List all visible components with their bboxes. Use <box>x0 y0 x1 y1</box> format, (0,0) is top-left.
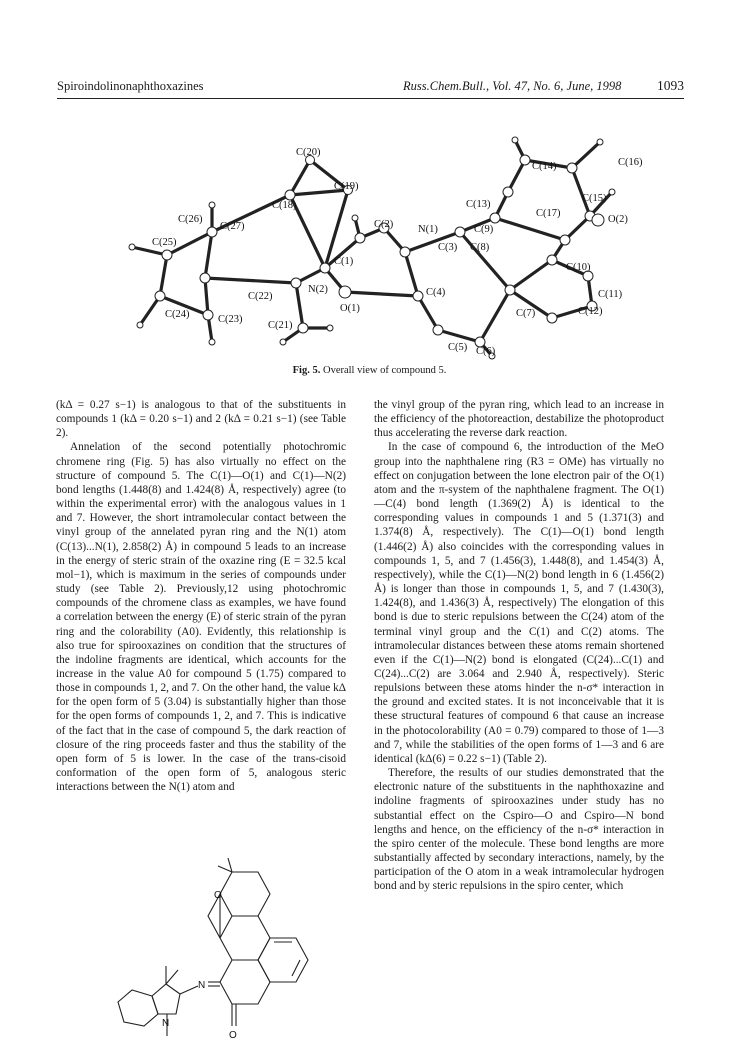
paragraph: Annelation of the second potentially photochromic chromene ring (Fig. 5) has also virtually no effect on the structure of compound 5. The C(1)—O(1) and C(1)—N(2) bond lengths (1.448(8) and 1.424(8) Å, respectively) agree (to within the experimental error) with the analogous values in 1 and 7. However, the short intramolecular contact between the vinyl group of the annelated pyran ring and the N(1) atom (C(13)...N(1), 2.858(2) Å) in compound 5 leads to an increase in the energy of steric strain of the oxazine ring (E = 32.5 kcal mol−1), which is maximum in the series of compounds under study (see Table 2). Previously,12 using photochromic compounds of the chromene class as examples, we have found a correlation between the energy (E) of steric strain of the pyran ring and the colorability (A0). Evidently, this relationship is also true for spirooxazines on condition that the structures of the indoline fragments are identical, which accounts for the increase in the value A0 for compound 5 (1.75) compared to those in compounds 1, 2, and 7. On the other hand, the value kΔ for the open form of 5 (3.04) is substantially higher than those for the open forms of compounds 1, 2, and 7. This is indicative of the fact that in the case of compound 5, the dark reaction of closure of the ring proceeds faster and thus the stability of the open form of 5 is lower. In the case of the trans-cisoid conformation of the open form of 5, analogous steric interactions between the N(1) atom and <box>56 441 346 794</box>
atom-label: C(17) <box>536 208 561 219</box>
indoline-n-label: N <box>162 1018 170 1029</box>
caption-label: Fig. 5. <box>292 365 321 376</box>
caption-text: Overall view of compound 5. <box>322 365 447 376</box>
atom-label: C(23) <box>218 314 243 325</box>
bonds <box>132 140 612 356</box>
atom-label: C(25) <box>152 237 177 248</box>
atom-label: C(16) <box>618 157 643 168</box>
left-text-column <box>56 398 346 794</box>
imine-n-label: N <box>198 980 206 991</box>
running-header <box>57 74 684 99</box>
atom-label: O(1) <box>340 303 360 314</box>
atom-label: O(2) <box>608 214 628 225</box>
atom-label: C(6) <box>476 346 496 357</box>
paragraph: Therefore, the results of our studies demonstrated that the electronic nature of the substituents in the naphthoxazine and indoline fragments of spirooxazines under study has no substantial effect on the Cspiro—O and Cspiro—N bond lengths and hence, on the efficiency of the n-σ* interaction in the spiro center of the molecule. These bond lengths are more substantially affected by secondary interactions, namely, by the participation of the O atom in a weak intramolecular hydrogen bond and by steric repulsions in the spiro center, which <box>374 767 664 893</box>
atom-label: C(19) <box>334 181 359 192</box>
atom-label: C(13) <box>466 199 491 210</box>
atom-label: C(21) <box>268 320 293 331</box>
right-text-column <box>374 398 664 893</box>
atom-label: C(4) <box>426 287 446 298</box>
structure-bonds <box>118 858 308 1036</box>
atom-label: C(7) <box>516 308 536 319</box>
atom-label: C(9) <box>474 224 494 235</box>
atom-label: C(3) <box>438 242 458 253</box>
paragraph: the vinyl group of the pyran ring, which lead to an increase in the efficiency of the photoreaction, destabilize the photoproduct thus accelerating the reverse dark reaction. <box>374 399 664 440</box>
atom-label: C(14) <box>532 161 557 172</box>
running-title: Spiroindolinonaphthoxazines <box>57 79 204 93</box>
atom-label: C(24) <box>165 309 190 320</box>
molecular-structure-figure <box>120 120 643 360</box>
atom-label: C(11) <box>598 289 623 300</box>
atom-label: N(1) <box>418 224 438 235</box>
atom-label: C(12) <box>578 306 603 317</box>
atom-label: C(10) <box>566 262 591 273</box>
figure-caption <box>0 365 739 376</box>
paragraph: (kΔ = 0.27 s−1) is analogous to that of the substituents in compounds 1 (kΔ = 0.20 s−1) and 2 (kΔ = 0.21 s−1) (see Table 2). <box>56 399 346 440</box>
molecule-drawing <box>120 120 643 360</box>
atom-labels <box>152 147 643 357</box>
atom-label: C(22) <box>248 291 273 302</box>
atom-label: C(26) <box>178 214 203 225</box>
atom-label: C(2) <box>374 219 394 230</box>
atom-label: C(5) <box>448 342 468 353</box>
atom-label: C(8) <box>470 242 490 253</box>
atom-label: C(20) <box>296 147 321 158</box>
atom-label: C(27) <box>220 221 245 232</box>
structure-svg <box>162 866 370 1048</box>
journal-citation: Russ.Chem.Bull., Vol. 47, No. 6, June, 1998 <box>403 79 622 93</box>
pyran-o-label: O <box>214 890 222 901</box>
atom-label: C(15) <box>582 193 607 204</box>
carbonyl-o-label: O <box>229 1030 237 1041</box>
atom-label: C(18) <box>272 200 297 211</box>
chemical-structure-drawing <box>162 866 370 1048</box>
atom-label: N(2) <box>308 284 328 295</box>
page-number: 1093 <box>657 78 684 93</box>
paragraph: In the case of compound 6, the introduction of the MeO group into the naphthalene ring (R3 = OMe) has virtually no effect on conjugation between the lone electron pair of the O(1) atom and the π-system of the naphthalene fragment. The O(1)—C(4) bond length (1.369(2) Å) is identical to the corresponding values in compounds 1 and 5 (1.371(3) and 1.374(8) Å, respectively). The C(1)—O(1) bond length (1.446(2) Å) also coincides with the corresponding values in compounds 1, 5, and 7 (1.456(3), 1.448(8), and 1.454(3) Å, respectively), while the C(1)—N(2) bond length in 6 (1.456(2) Å) is longer than those in compounds 1, 5, and 7 (1.430(3), 1.424(8), and 1.436(3) Å, respectively) The elongation of this bond is due to steric repulsions between the C(24) atom of the terminal vinyl group and the C(1) and C(2) atoms. The intramolecular distances between these atoms remain shortened even if the C(1)—N(2) bond is elongated (C(24)...C(1) and C(24)...C(2) are 3.064 and 2.940 Å, respectively). Steric repulsions between these atoms hinder the n-σ* interaction in the ground and excited states. It is not inconceivable that it is these structural features of compound 6 that cause an increase in the photocolorability (A0 = 0.79) compared to those of 1—3 and 7, while the stabilities of the open forms of 1—3 and 6 are identical (kΔ(6) = 0.22 s−1) (Table 2). <box>374 441 664 765</box>
atom-label: C(1) <box>334 256 354 267</box>
